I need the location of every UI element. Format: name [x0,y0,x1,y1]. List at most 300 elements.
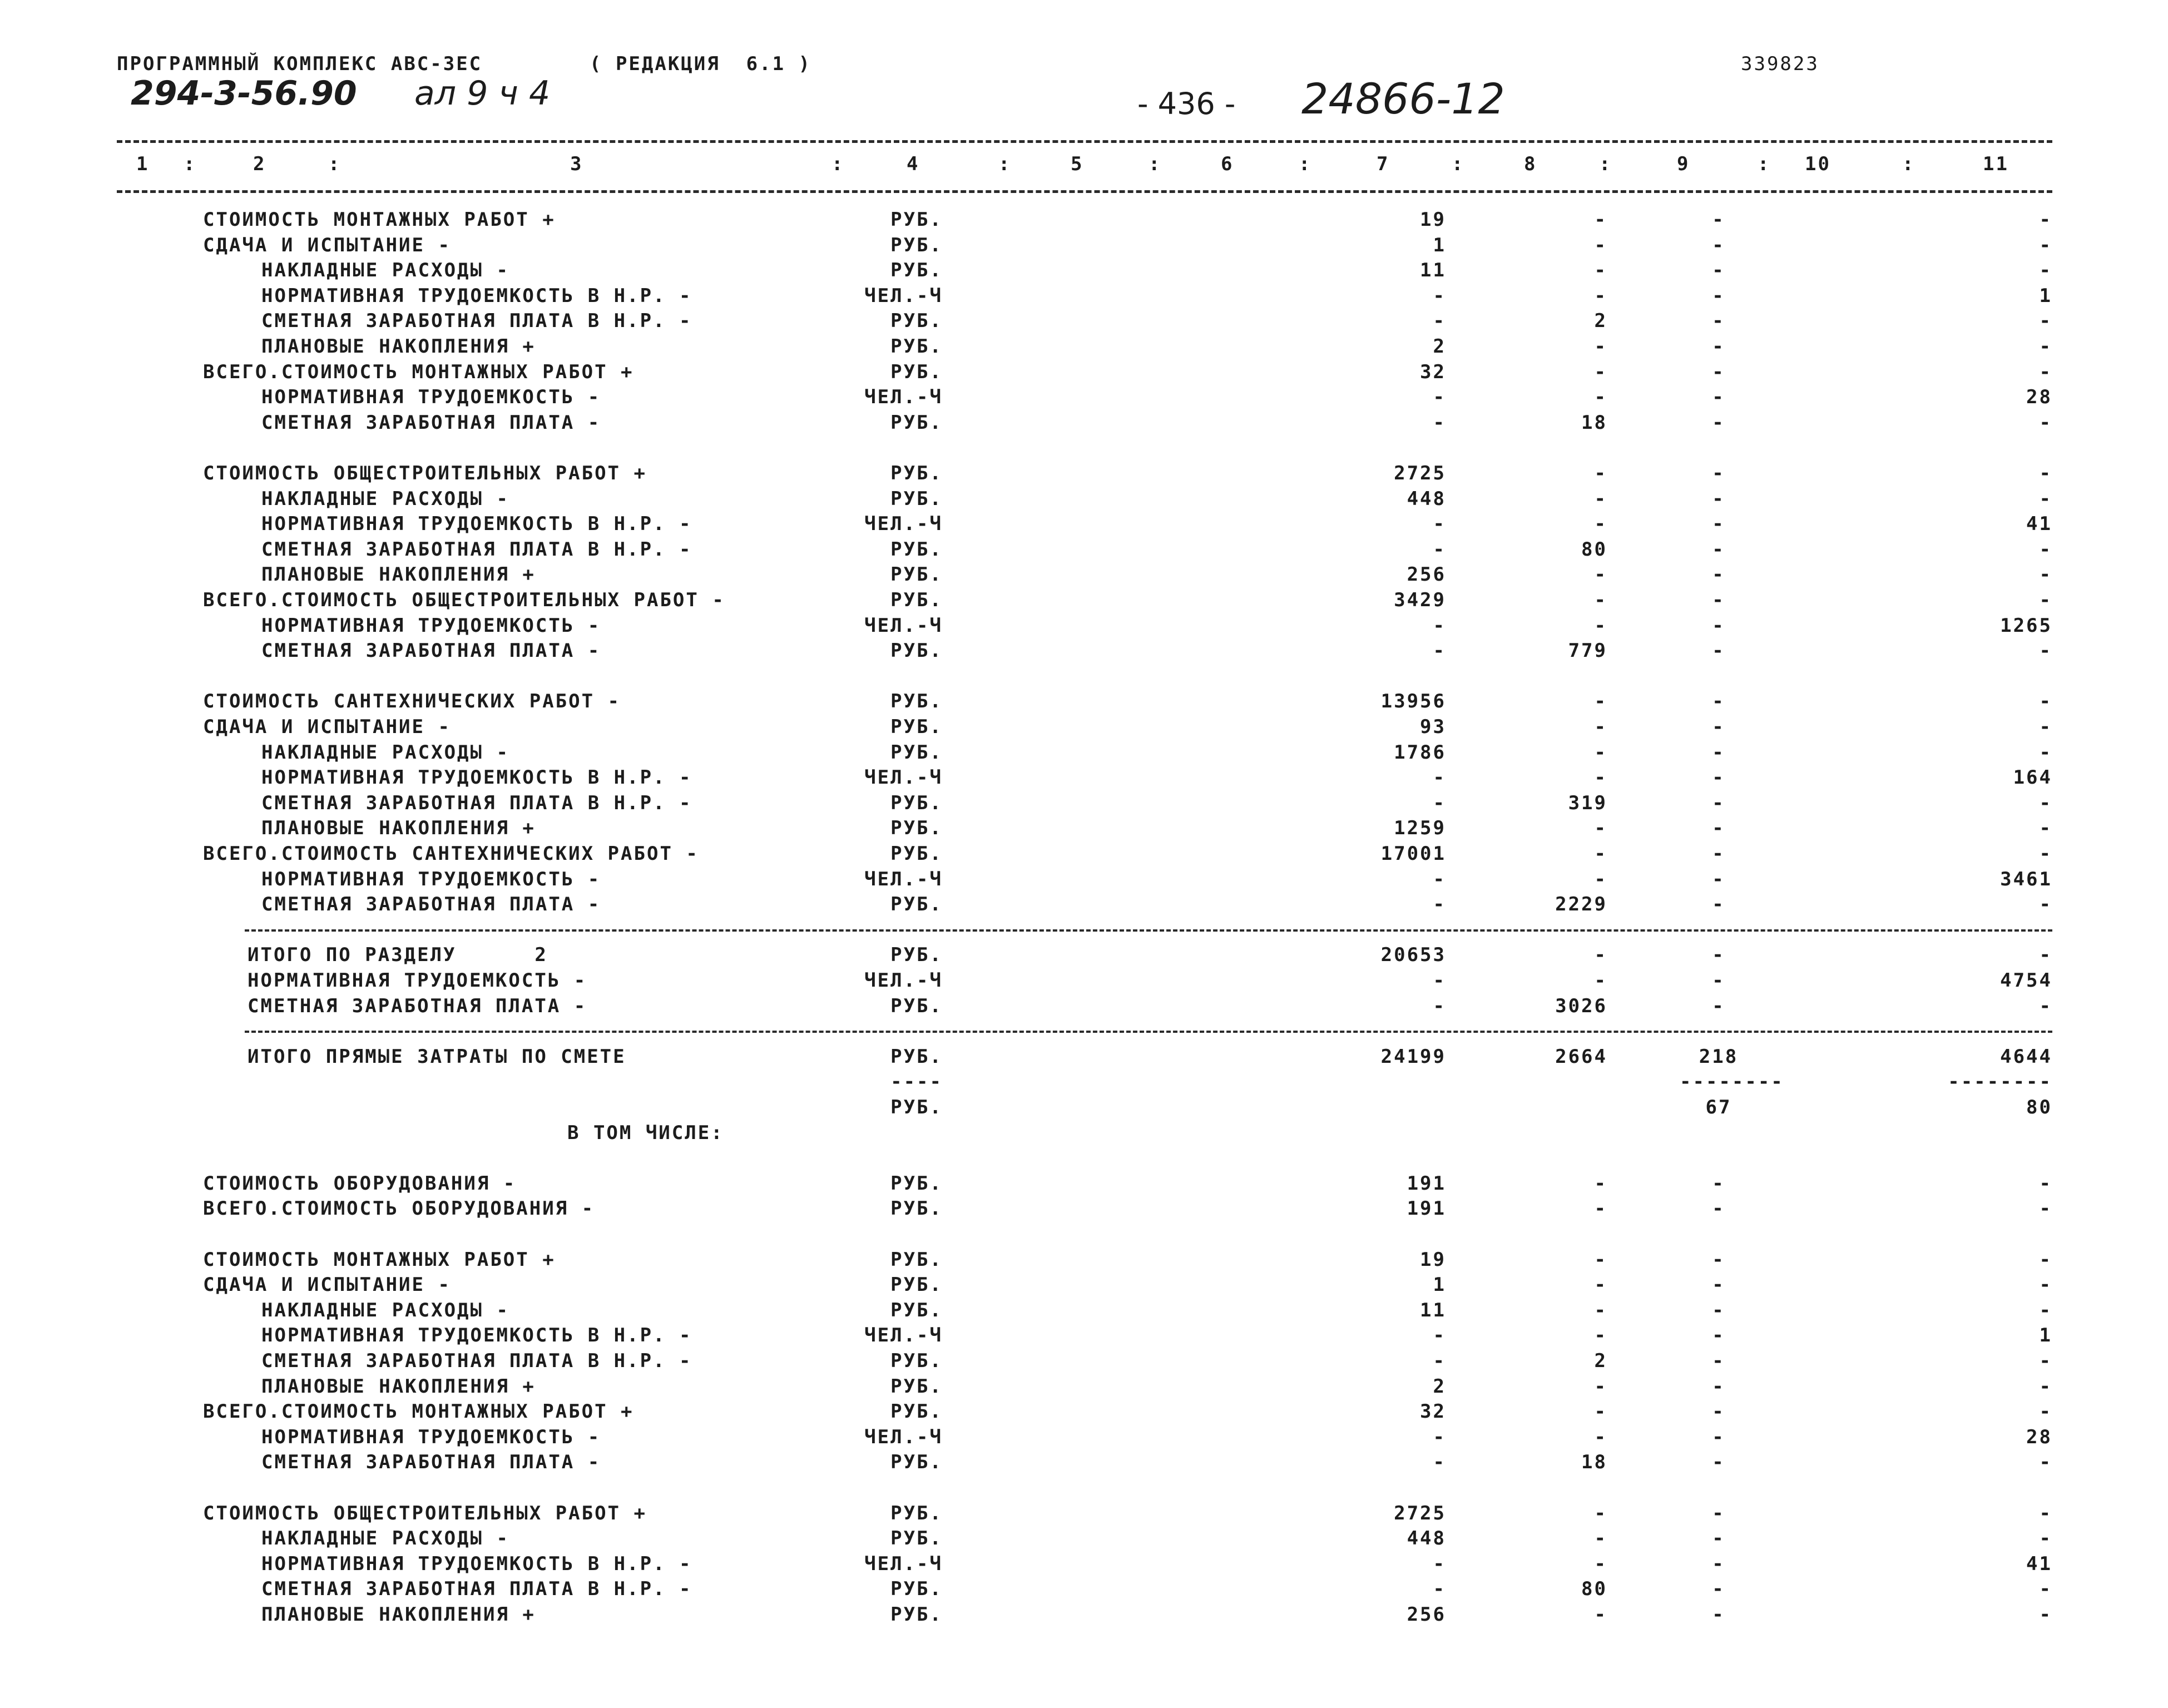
value-cell-col7: 32 [1420,361,1446,383]
table-row [0,587,2168,613]
value-cell-col8: - [1594,741,1607,764]
column-separator: : [831,153,845,175]
value-cell-col11: - [2039,1249,2052,1271]
value-cell-col7: 13956 [1380,690,1446,712]
table-row [0,613,2168,638]
value-cell-col9: - [1712,1578,1725,1600]
table-row [0,1272,2168,1298]
unit-cell: РУБ. [890,563,943,586]
value-cell-col8: 2229 [1555,893,1607,915]
unit-cell: РУБ. [890,589,943,611]
document-code: 294-3-56.90 [131,74,357,113]
unit-cell: РУБ. [890,1375,943,1398]
table-row [0,1449,2168,1475]
unit-cell: РУБ. [890,1451,943,1473]
table-row [0,1120,2168,1146]
table-row [0,1018,2168,1044]
row-label: СДАЧА И ИСПЫТАНИЕ - [203,234,451,256]
row-label: НОРМАТИВНАЯ ТРУДОЕМКОСТЬ - [261,386,601,408]
value-cell-col8: 2 [1594,1350,1607,1372]
value-cell-col7: - [1433,1350,1446,1372]
value-cell-col11: - [2039,817,2052,839]
value-cell-col9: - [1712,1375,1725,1398]
value-cell-col9: - [1712,209,1725,231]
value-cell-col9: - [1712,741,1725,764]
value-cell-col8: - [1594,386,1607,408]
row-label: ВСЕГО.СТОИМОСТЬ ОБЩЕСТРОИТЕЛЬНЫХ РАБОТ - [203,589,725,611]
unit-cell: РУБ. [890,1578,943,1600]
value-cell-col11: - [2039,335,2052,358]
value-cell-col7: 256 [1407,1603,1446,1626]
row-label: СМЕТНАЯ ЗАРАБОТНАЯ ПЛАТА В Н.Р. - [261,1578,692,1600]
unit-cell: РУБ. [890,944,943,966]
unit-cell: ---- [890,1071,943,1093]
value-cell-col7: - [1433,640,1446,662]
unit-cell: РУБ. [890,1172,943,1195]
value-cell-col7: - [1433,1451,1446,1473]
value-cell-col7: 2725 [1394,462,1446,484]
row-label: НАКЛАДНЫЕ РАСХОДЫ - [261,741,509,764]
value-cell-col7: 448 [1407,488,1446,510]
value-cell-col7: - [1433,285,1446,307]
unit-cell: РУБ. [890,1274,943,1296]
unit-cell: РУБ. [890,893,943,915]
table-row [0,334,2168,359]
column-separator: : [1149,153,1162,175]
value-cell-col7: - [1433,1324,1446,1346]
value-cell-col8: - [1594,1553,1607,1575]
column-number: 2 [253,153,266,175]
value-cell-col9: - [1712,563,1725,586]
value-cell-col11: - [2039,462,2052,484]
value-cell-col9: - [1712,969,1725,992]
value-cell-col8: 779 [1568,640,1607,662]
table-row [0,1348,2168,1374]
table-row [0,740,2168,765]
row-label: СДАЧА И ИСПЫТАНИЕ - [203,1274,451,1296]
value-cell-col9: - [1712,1426,1725,1448]
table-row [0,1069,2168,1095]
value-cell-col11: - [2039,690,2052,712]
unit-cell: РУБ. [890,259,943,281]
value-cell-col8: - [1594,1324,1607,1346]
unit-cell: РУБ. [890,1603,943,1626]
value-cell-col9: - [1712,386,1725,408]
unit-cell: ЧЕЛ.-Ч [864,1553,943,1575]
value-cell-col8: 2664 [1555,1046,1607,1068]
table-row [0,1145,2168,1171]
unit-cell: РУБ. [890,1350,943,1372]
value-cell-col8: - [1594,817,1607,839]
table-row [0,308,2168,334]
table-row [0,1221,2168,1247]
value-cell-col9: - [1712,1502,1725,1524]
value-cell-col9: - [1712,792,1725,814]
row-label: ИТОГО ПО РАЗДЕЛУ 2 [248,944,548,966]
value-cell-col8: - [1594,1172,1607,1195]
value-cell-col8: - [1594,1299,1607,1321]
value-cell-col7: 2 [1433,1375,1446,1398]
unit-cell: РУБ. [890,843,943,865]
value-cell-col11: - [2039,1578,2052,1600]
value-cell-col9: - [1712,1553,1725,1575]
table-row [0,1323,2168,1348]
table-row [0,1399,2168,1424]
value-cell-col8: 2 [1594,310,1607,332]
column-number: 3 [570,153,583,175]
value-cell-col8: 18 [1581,412,1607,434]
value-cell-col9: - [1712,1172,1725,1195]
column-number: 1 [136,153,150,175]
unit-cell: РУБ. [890,1046,943,1068]
value-cell-col11: 41 [2026,513,2052,535]
value-cell-col11: - [2039,209,2052,231]
value-cell-col8: - [1594,462,1607,484]
value-cell-col11: - [2039,1502,2052,1524]
value-cell-col8: - [1594,1400,1607,1423]
value-cell-col8: - [1594,1274,1607,1296]
table-row [0,1374,2168,1399]
table-row [0,258,2168,283]
value-cell-col11: - [2039,361,2052,383]
value-cell-col9: - [1712,1249,1725,1271]
value-cell-col11: - [2039,488,2052,510]
row-label: НАКЛАДНЫЕ РАСХОДЫ - [261,488,509,510]
value-cell-col9: - [1712,538,1725,561]
value-cell-col9: - [1712,944,1725,966]
value-cell-col7: - [1433,893,1446,915]
value-cell-col9: - [1712,615,1725,637]
table-row [0,841,2168,867]
value-cell-col11: - [2039,1375,2052,1398]
table-row [0,562,2168,587]
unit-cell: ЧЕЛ.-Ч [864,1324,943,1346]
value-cell-col8: - [1594,1249,1607,1271]
value-cell-col7: 1259 [1394,817,1446,839]
value-cell-col11: 80 [2026,1096,2052,1118]
value-cell-col7: 24199 [1380,1046,1446,1068]
unit-cell: РУБ. [890,1249,943,1271]
value-cell-col11: 164 [2013,766,2052,789]
value-cell-col9: - [1712,589,1725,611]
value-cell-col8: 319 [1568,792,1607,814]
row-label: СМЕТНАЯ ЗАРАБОТНАЯ ПЛАТА В Н.Р. - [261,538,692,561]
page-number: - 436 - [1137,86,1236,121]
value-cell-col8: - [1594,1375,1607,1398]
row-label: СМЕТНАЯ ЗАРАБОТНАЯ ПЛАТА В Н.Р. - [261,1350,692,1372]
row-label: ПЛАНОВЫЕ НАКОПЛЕНИЯ + [261,335,536,358]
unit-cell: РУБ. [890,1400,943,1423]
unit-cell: РУБ. [890,335,943,358]
value-cell-col8: - [1594,969,1607,992]
value-cell-col8: - [1594,285,1607,307]
value-cell-col11: - [2039,1299,2052,1321]
value-cell-col9: - [1712,285,1725,307]
row-label: ПЛАНОВЫЕ НАКОПЛЕНИЯ + [261,563,536,586]
unit-cell: ЧЕЛ.-Ч [864,513,943,535]
value-cell-col11: - [2039,792,2052,814]
row-label: СТОИМОСТЬ САНТЕХНИЧЕСКИХ РАБОТ - [203,690,621,712]
column-number: 9 [1677,153,1690,175]
value-cell-col9: 218 [1699,1046,1739,1068]
value-cell-col9: - [1712,310,1725,332]
row-label: СТОИМОСТЬ ОБЩЕСТРОИТЕЛЬНЫХ РАБОТ + [203,1502,647,1524]
row-label: НОРМАТИВНАЯ ТРУДОЕМКОСТЬ В Н.Р. - [261,513,692,535]
value-cell-col7: - [1433,513,1446,535]
column-separator: : [1599,153,1612,175]
value-cell-col8: - [1594,944,1607,966]
value-cell-col9: -------- [1680,1071,1784,1093]
value-cell-col9: - [1712,1274,1725,1296]
unit-cell: РУБ. [890,209,943,231]
table-row [0,714,2168,740]
column-number: 8 [1524,153,1537,175]
value-cell-col11: - [2039,1274,2052,1296]
value-cell-col7: - [1433,615,1446,637]
value-cell-col8: 80 [1581,538,1607,561]
value-cell-col11: - [2039,741,2052,764]
value-cell-col11: - [2039,1527,2052,1549]
row-label: ИТОГО ПРЯМЫЕ ЗАТРАТЫ ПО СМЕТЕ [248,1046,626,1068]
value-cell-col7: 1 [1433,1274,1446,1296]
value-cell-col9: - [1712,1299,1725,1321]
value-cell-col11: - [2039,1451,2052,1473]
column-separator: : [328,153,341,175]
row-label: СМЕТНАЯ ЗАРАБОТНАЯ ПЛАТА В Н.Р. - [261,310,692,332]
table-row [0,1298,2168,1323]
value-cell-col8: - [1594,1197,1607,1220]
table-row [0,486,2168,512]
row-label: СМЕТНАЯ ЗАРАБОТНАЯ ПЛАТА - [261,412,601,434]
row-label: СМЕТНАЯ ЗАРАБОТНАЯ ПЛАТА - [261,893,601,915]
value-cell-col9: - [1712,335,1725,358]
table-row [0,942,2168,968]
unit-cell: РУБ. [890,817,943,839]
row-label: НОРМАТИВНАЯ ТРУДОЕМКОСТЬ - [261,1426,601,1448]
value-cell-col11: 1265 [2000,615,2052,637]
unit-cell: ЧЕЛ.-Ч [864,969,943,992]
row-label: СМЕТНАЯ ЗАРАБОТНАЯ ПЛАТА - [248,995,587,1017]
value-cell-col9: - [1712,361,1725,383]
value-cell-col9: - [1712,513,1725,535]
value-cell-col9: - [1712,1603,1725,1626]
value-cell-col11: 28 [2026,1426,2052,1448]
table-row [0,537,2168,562]
value-cell-col11: - [2039,538,2052,561]
value-cell-col11: - [2039,893,2052,915]
row-label: НОРМАТИВНАЯ ТРУДОЕМКОСТЬ В Н.Р. - [261,766,692,789]
value-cell-col9: - [1712,893,1725,915]
row-label: СТОИМОСТЬ ОБОРУДОВАНИЯ - [203,1172,517,1195]
value-cell-col8: - [1594,1603,1607,1626]
value-cell-col7: 20653 [1380,944,1446,966]
unit-cell: РУБ. [890,640,943,662]
unit-cell: РУБ. [890,1502,943,1524]
inventory-number: 24866-12 [1301,74,1505,123]
value-cell-col11: - [2039,589,2052,611]
unit-cell: РУБ. [890,1299,943,1321]
value-cell-col7: 11 [1420,1299,1446,1321]
value-cell-col8: 18 [1581,1451,1607,1473]
column-separator: : [1902,153,1915,175]
value-cell-col11: 1 [2039,1324,2052,1346]
value-cell-col9: - [1712,868,1725,890]
edition-label: ( РЕДАКЦИЯ 6.1 ) [590,53,811,75]
value-cell-col8: - [1594,335,1607,358]
value-cell-col9: - [1712,462,1725,484]
unit-cell: РУБ. [890,361,943,383]
unit-cell: РУБ. [890,741,943,764]
row-label: НОРМАТИВНАЯ ТРУДОЕМКОСТЬ - [261,615,601,637]
unit-cell: РУБ. [890,538,943,561]
table-row [0,384,2168,410]
value-cell-col9: - [1712,1451,1725,1473]
unit-cell: ЧЕЛ.-Ч [864,766,943,789]
table-row [0,993,2168,1019]
table-row [0,917,2168,943]
row-label: ВСЕГО.СТОИМОСТЬ САНТЕХНИЧЕСКИХ РАБОТ - [203,843,699,865]
value-cell-col11: - [2039,944,2052,966]
value-cell-col7: 1786 [1394,741,1446,764]
value-cell-col7: - [1433,412,1446,434]
column-separator: : [998,153,1012,175]
unit-cell: РУБ. [890,488,943,510]
value-cell-col8: - [1594,843,1607,865]
column-number: 11 [1983,153,2009,175]
row-label: ПЛАНОВЫЕ НАКОПЛЕНИЯ + [261,817,536,839]
value-cell-col7: 19 [1420,1249,1446,1271]
value-cell-col9: - [1712,716,1725,738]
table-row [0,1551,2168,1577]
value-cell-col7: - [1433,868,1446,890]
table-row [0,1526,2168,1551]
value-cell-col11: - [2039,412,2052,434]
row-label: НАКЛАДНЫЕ РАСХОДЫ - [261,1527,509,1549]
album-label: ал 9 ч 4 [414,74,551,113]
value-cell-col11: - [2039,563,2052,586]
section-divider [245,929,2052,932]
unit-cell: ЧЕЛ.-Ч [864,285,943,307]
table-row [0,1196,2168,1221]
value-cell-col11: 4754 [2000,969,2052,992]
value-cell-col11: - [2039,259,2052,281]
unit-cell: РУБ. [890,1197,943,1220]
value-cell-col8: - [1594,488,1607,510]
column-separator: : [1452,153,1465,175]
column-number: 6 [1221,153,1234,175]
value-cell-col7: 191 [1407,1172,1446,1195]
value-cell-col7: 1 [1433,234,1446,256]
value-cell-col8: - [1594,766,1607,789]
value-cell-col7: 3429 [1394,589,1446,611]
value-cell-col9: - [1712,1527,1725,1549]
value-cell-col9: - [1712,1324,1725,1346]
table-row [0,232,2168,258]
unit-cell: РУБ. [890,1096,943,1118]
unit-cell: РУБ. [890,412,943,434]
value-cell-col7: - [1433,1553,1446,1575]
value-cell-col11: 1 [2039,285,2052,307]
table-row [0,689,2168,714]
table-row [0,638,2168,664]
value-cell-col9: - [1712,843,1725,865]
value-cell-col9: 67 [1705,1096,1732,1118]
column-separator: : [184,153,197,175]
unit-cell: РУБ. [890,716,943,738]
table-row [0,1602,2168,1627]
value-cell-col7: - [1433,995,1446,1017]
value-cell-col9: - [1712,259,1725,281]
value-cell-col7: 11 [1420,259,1446,281]
table-row [0,968,2168,993]
row-label: НОРМАТИВНАЯ ТРУДОЕМКОСТЬ В Н.Р. - [261,1324,692,1346]
column-separator: : [1758,153,1771,175]
table-row [0,461,2168,486]
value-cell-col8: - [1594,563,1607,586]
table-row [0,1247,2168,1273]
unit-cell: ЧЕЛ.-Ч [864,386,943,408]
unit-cell: РУБ. [890,310,943,332]
row-label: НОРМАТИВНАЯ ТРУДОЕМКОСТЬ В Н.Р. - [261,1553,692,1575]
table-row [0,435,2168,461]
value-cell-col7: 32 [1420,1400,1446,1423]
unit-cell: ЧЕЛ.-Ч [864,1426,943,1448]
value-cell-col9: - [1712,817,1725,839]
row-label: ПЛАНОВЫЕ НАКОПЛЕНИЯ + [261,1375,536,1398]
value-cell-col7: 19 [1420,209,1446,231]
unit-cell: РУБ. [890,462,943,484]
value-cell-col9: - [1712,640,1725,662]
value-cell-col11: - [2039,1172,2052,1195]
value-cell-col8: 3026 [1555,995,1607,1017]
value-cell-col8: - [1594,716,1607,738]
value-cell-col11: - [2039,995,2052,1017]
column-number: 5 [1071,153,1084,175]
value-cell-col11: 28 [2026,386,2052,408]
row-label: ВСЕГО.СТОИМОСТЬ ОБОРУДОВАНИЯ - [203,1197,595,1220]
value-cell-col7: 2 [1433,335,1446,358]
value-cell-col9: - [1712,1197,1725,1220]
value-cell-col8: - [1594,513,1607,535]
unit-cell: РУБ. [890,792,943,814]
row-label: СМЕТНАЯ ЗАРАБОТНАЯ ПЛАТА В Н.Р. - [261,792,692,814]
table-row [0,1475,2168,1501]
value-cell-col11: - [2039,1603,2052,1626]
table-row [0,1044,2168,1070]
table-row [0,765,2168,790]
value-cell-col7: 191 [1407,1197,1446,1220]
row-label: СДАЧА И ИСПЫТАНИЕ - [203,716,451,738]
value-cell-col11: - [2039,310,2052,332]
table-row [0,892,2168,917]
value-cell-col8: - [1594,1502,1607,1524]
value-cell-col8: - [1594,209,1607,231]
row-label: НОРМАТИВНАЯ ТРУДОЕМКОСТЬ - [248,969,587,992]
value-cell-col11: -------- [1948,1071,2052,1093]
value-cell-col11: 41 [2026,1553,2052,1575]
row-label: НАКЛАДНЫЕ РАСХОДЫ - [261,1299,509,1321]
row-label: СТОИМОСТЬ МОНТАЖНЫХ РАБОТ + [203,209,556,231]
value-cell-col9: - [1712,766,1725,789]
value-cell-col8: - [1594,259,1607,281]
table-row [0,815,2168,841]
table-row [0,511,2168,537]
row-label: СМЕТНАЯ ЗАРАБОТНАЯ ПЛАТА - [261,1451,601,1473]
table-row [0,359,2168,385]
table-row [0,283,2168,309]
unit-cell: РУБ. [890,1527,943,1549]
value-cell-col8: - [1594,690,1607,712]
